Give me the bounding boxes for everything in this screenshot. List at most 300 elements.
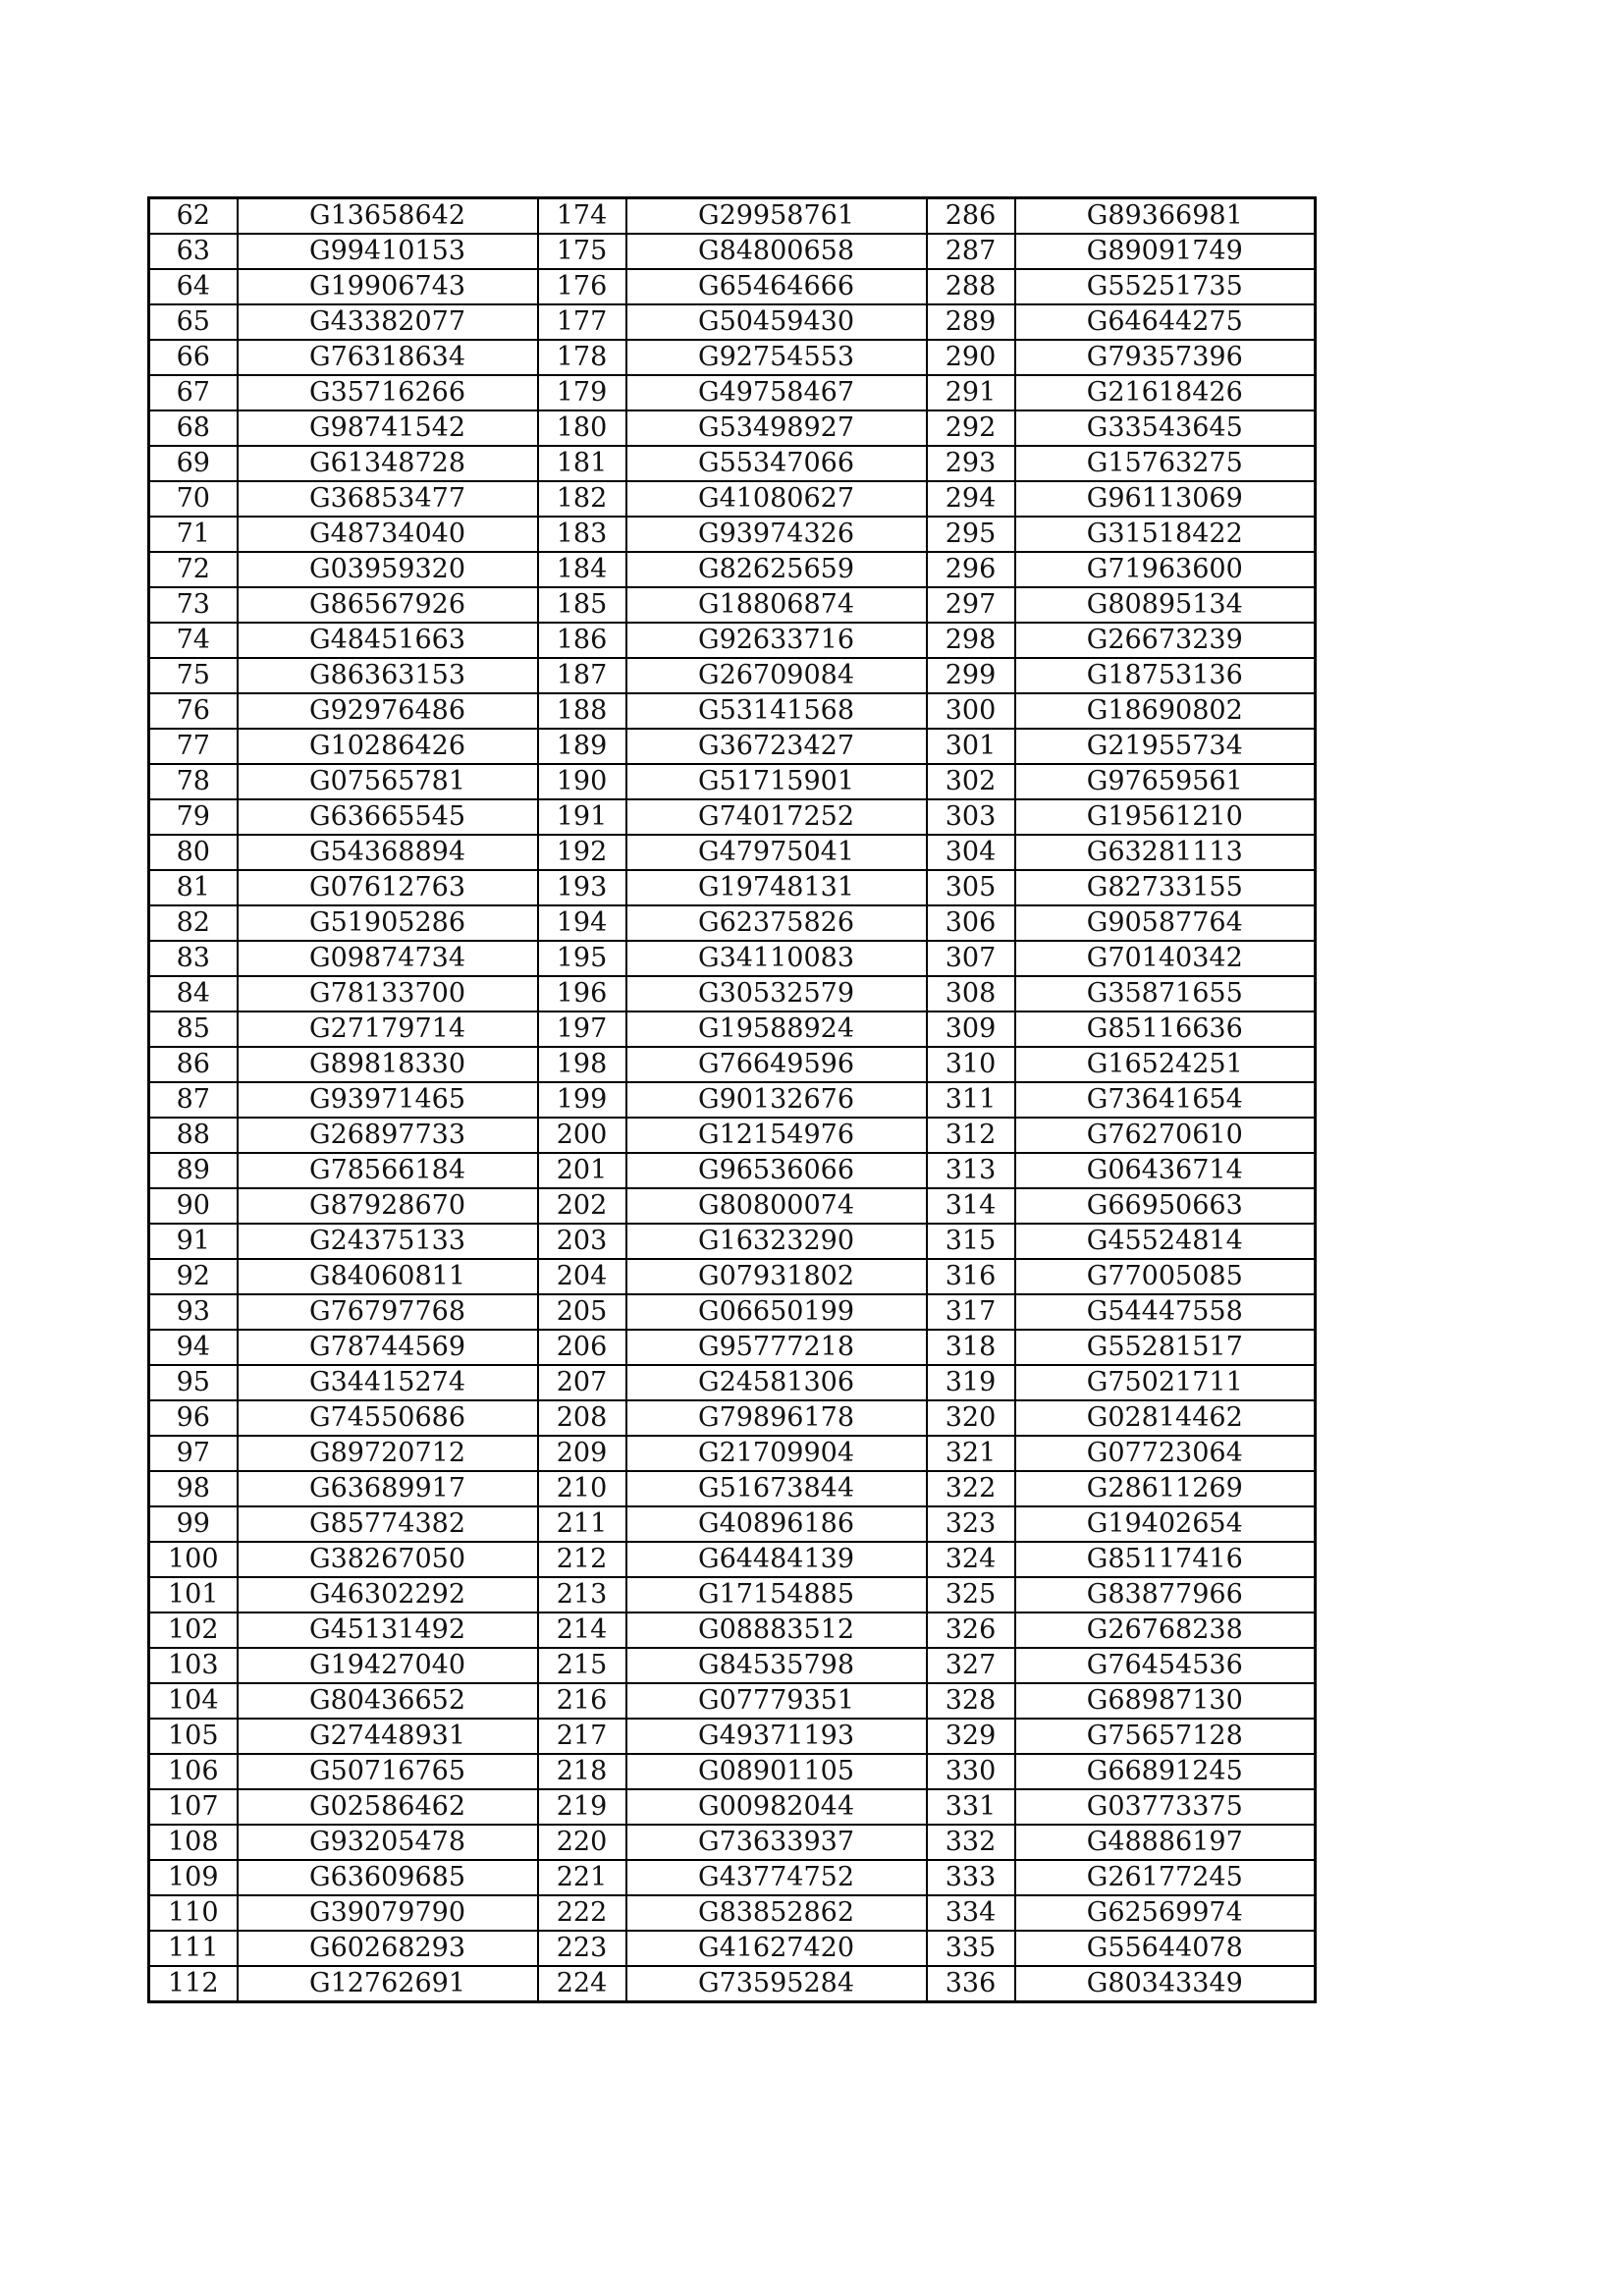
seq-number-cell: 97 (149, 1436, 238, 1471)
seq-number-cell: 211 (538, 1506, 626, 1542)
seq-number-cell: 206 (538, 1330, 626, 1365)
code-cell: G07565781 (238, 764, 538, 799)
code-cell: G96536066 (626, 1153, 927, 1188)
code-cell: G77005085 (1015, 1259, 1316, 1294)
seq-number-cell: 330 (927, 1754, 1015, 1789)
code-cell: G02814462 (1015, 1400, 1316, 1436)
code-cell: G71963600 (1015, 552, 1316, 587)
seq-number-cell: 183 (538, 517, 626, 552)
seq-number-cell: 78 (149, 764, 238, 799)
code-cell: G92976486 (238, 693, 538, 729)
code-cell: G07612763 (238, 870, 538, 905)
seq-number-cell: 216 (538, 1683, 626, 1719)
seq-number-cell: 178 (538, 340, 626, 375)
table-row (149, 1648, 1316, 1683)
code-cell: G55281517 (1015, 1330, 1316, 1365)
seq-number-cell: 180 (538, 410, 626, 446)
table-row (149, 269, 1316, 304)
seq-number-cell: 298 (927, 623, 1015, 658)
code-cell: G63609685 (238, 1860, 538, 1895)
seq-number-cell: 81 (149, 870, 238, 905)
seq-number-cell: 323 (927, 1506, 1015, 1542)
code-cell: G26768238 (1015, 1613, 1316, 1648)
seq-number-cell: 191 (538, 799, 626, 835)
code-cell: G95777218 (626, 1330, 927, 1365)
code-cell: G82625659 (626, 552, 927, 587)
seq-number-cell: 224 (538, 1966, 626, 2002)
table-row (149, 1365, 1316, 1400)
seq-number-cell: 304 (927, 835, 1015, 870)
seq-number-cell: 218 (538, 1754, 626, 1789)
code-cell: G79357396 (1015, 340, 1316, 375)
seq-number-cell: 299 (927, 658, 1015, 693)
code-cell: G92754553 (626, 340, 927, 375)
code-cell: G00982044 (626, 1789, 927, 1825)
seq-number-cell: 89 (149, 1153, 238, 1188)
code-cell: G60268293 (238, 1931, 538, 1966)
code-cell: G84060811 (238, 1259, 538, 1294)
code-cell: G89818330 (238, 1047, 538, 1082)
seq-number-cell: 72 (149, 552, 238, 587)
table-row (149, 764, 1316, 799)
code-cell: G21618426 (1015, 375, 1316, 410)
code-cell: G19748131 (626, 870, 927, 905)
seq-number-cell: 321 (927, 1436, 1015, 1471)
code-cell: G50459430 (626, 304, 927, 340)
code-cell: G85116636 (1015, 1011, 1316, 1047)
seq-number-cell: 326 (927, 1613, 1015, 1648)
code-cell: G55251735 (1015, 269, 1316, 304)
seq-number-cell: 214 (538, 1613, 626, 1648)
seq-number-cell: 215 (538, 1648, 626, 1683)
table-row (149, 1011, 1316, 1047)
code-cell: G66950663 (1015, 1188, 1316, 1224)
code-cell: G63665545 (238, 799, 538, 835)
code-cell: G79896178 (626, 1400, 927, 1436)
seq-number-cell: 190 (538, 764, 626, 799)
seq-number-cell: 196 (538, 976, 626, 1011)
code-cell: G64484139 (626, 1542, 927, 1577)
table-row (149, 1931, 1316, 1966)
code-cell: G98741542 (238, 410, 538, 446)
code-cell: G41627420 (626, 1931, 927, 1966)
seq-number-cell: 308 (927, 976, 1015, 1011)
code-cell: G43382077 (238, 304, 538, 340)
seq-number-cell: 307 (927, 941, 1015, 976)
code-cell: G16323290 (626, 1224, 927, 1259)
code-cell: G78744569 (238, 1330, 538, 1365)
seq-number-cell: 181 (538, 446, 626, 481)
table-row (149, 304, 1316, 340)
seq-number-cell: 327 (927, 1648, 1015, 1683)
seq-number-cell: 292 (927, 410, 1015, 446)
table-row (149, 1118, 1316, 1153)
seq-number-cell: 288 (927, 269, 1015, 304)
code-cell: G83877966 (1015, 1577, 1316, 1613)
seq-number-cell: 209 (538, 1436, 626, 1471)
code-cell: G62569974 (1015, 1895, 1316, 1931)
seq-number-cell: 305 (927, 870, 1015, 905)
seq-number-cell: 68 (149, 410, 238, 446)
seq-number-cell: 219 (538, 1789, 626, 1825)
code-cell: G76797768 (238, 1294, 538, 1330)
seq-number-cell: 316 (927, 1259, 1015, 1294)
table-row (149, 1825, 1316, 1860)
seq-number-cell: 182 (538, 481, 626, 517)
code-cell: G38267050 (238, 1542, 538, 1577)
table-row (149, 1188, 1316, 1224)
seq-number-cell: 90 (149, 1188, 238, 1224)
code-cell: G51905286 (238, 905, 538, 941)
seq-number-cell: 208 (538, 1400, 626, 1436)
seq-number-cell: 63 (149, 234, 238, 269)
code-cell: G29958761 (626, 198, 927, 235)
table-row (149, 1436, 1316, 1471)
code-cell: G30532579 (626, 976, 927, 1011)
code-cell: G02586462 (238, 1789, 538, 1825)
code-cell: G28611269 (1015, 1471, 1316, 1506)
seq-number-cell: 174 (538, 198, 626, 235)
code-cell: G62375826 (626, 905, 927, 941)
seq-number-cell: 290 (927, 340, 1015, 375)
seq-number-cell: 222 (538, 1895, 626, 1931)
code-cell: G07931802 (626, 1259, 927, 1294)
seq-number-cell: 108 (149, 1825, 238, 1860)
seq-number-cell: 112 (149, 1966, 238, 2002)
table-row (149, 340, 1316, 375)
seq-number-cell: 75 (149, 658, 238, 693)
seq-number-cell: 300 (927, 693, 1015, 729)
code-cell: G86363153 (238, 658, 538, 693)
seq-number-cell: 62 (149, 198, 238, 235)
code-cell: G66891245 (1015, 1754, 1316, 1789)
code-cell: G40896186 (626, 1506, 927, 1542)
code-cell: G27179714 (238, 1011, 538, 1047)
seq-number-cell: 301 (927, 729, 1015, 764)
code-cell: G19906743 (238, 269, 538, 304)
code-cell: G80436652 (238, 1683, 538, 1719)
seq-number-cell: 217 (538, 1719, 626, 1754)
seq-number-cell: 297 (927, 587, 1015, 623)
seq-number-cell: 311 (927, 1082, 1015, 1118)
table-row (149, 1577, 1316, 1613)
code-cell: G34110083 (626, 941, 927, 976)
seq-number-cell: 175 (538, 234, 626, 269)
seq-number-cell: 319 (927, 1365, 1015, 1400)
seq-number-cell: 313 (927, 1153, 1015, 1188)
code-cell: G63689917 (238, 1471, 538, 1506)
code-cell: G93974326 (626, 517, 927, 552)
seq-number-cell: 199 (538, 1082, 626, 1118)
code-cell: G93205478 (238, 1825, 538, 1860)
seq-number-cell: 302 (927, 764, 1015, 799)
code-cell: G26177245 (1015, 1860, 1316, 1895)
seq-number-cell: 84 (149, 976, 238, 1011)
code-cell: G80343349 (1015, 1966, 1316, 2002)
table-row (149, 1224, 1316, 1259)
seq-number-cell: 221 (538, 1860, 626, 1895)
seq-number-cell: 87 (149, 1082, 238, 1118)
seq-number-cell: 104 (149, 1683, 238, 1719)
code-cell: G17154885 (626, 1577, 927, 1613)
code-cell: G84800658 (626, 234, 927, 269)
code-cell: G85774382 (238, 1506, 538, 1542)
code-cell: G08901105 (626, 1754, 927, 1789)
seq-number-cell: 88 (149, 1118, 238, 1153)
table-row (149, 1719, 1316, 1754)
code-cell: G48734040 (238, 517, 538, 552)
table-row (149, 1754, 1316, 1789)
table-row (149, 375, 1316, 410)
code-cell: G36853477 (238, 481, 538, 517)
code-cell: G10286426 (238, 729, 538, 764)
seq-number-cell: 92 (149, 1259, 238, 1294)
seq-number-cell: 329 (927, 1719, 1015, 1754)
seq-number-cell: 294 (927, 481, 1015, 517)
code-cell: G68987130 (1015, 1683, 1316, 1719)
code-cell: G03773375 (1015, 1789, 1316, 1825)
table-row (149, 976, 1316, 1011)
code-cell: G48886197 (1015, 1825, 1316, 1860)
seq-number-cell: 195 (538, 941, 626, 976)
seq-number-cell: 189 (538, 729, 626, 764)
code-cell: G09874734 (238, 941, 538, 976)
seq-number-cell: 291 (927, 375, 1015, 410)
code-cell: G89091749 (1015, 234, 1316, 269)
table-row (149, 587, 1316, 623)
seq-number-cell: 179 (538, 375, 626, 410)
code-cell: G78566184 (238, 1153, 538, 1188)
seq-number-cell: 74 (149, 623, 238, 658)
code-cell: G73641654 (1015, 1082, 1316, 1118)
code-cell: G07723064 (1015, 1436, 1316, 1471)
code-cell: G45524814 (1015, 1224, 1316, 1259)
table-body (149, 198, 1316, 2002)
table-row (149, 658, 1316, 693)
code-cell: G46302292 (238, 1577, 538, 1613)
code-cell: G31518422 (1015, 517, 1316, 552)
seq-number-cell: 83 (149, 941, 238, 976)
seq-number-cell: 212 (538, 1542, 626, 1577)
code-cell: G27448931 (238, 1719, 538, 1754)
seq-number-cell: 107 (149, 1789, 238, 1825)
code-cell: G24375133 (238, 1224, 538, 1259)
seq-number-cell: 203 (538, 1224, 626, 1259)
code-cell: G18753136 (1015, 658, 1316, 693)
table-row (149, 234, 1316, 269)
code-cell: G36723427 (626, 729, 927, 764)
seq-number-cell: 207 (538, 1365, 626, 1400)
seq-number-cell: 67 (149, 375, 238, 410)
seq-number-cell: 94 (149, 1330, 238, 1365)
code-cell: G53141568 (626, 693, 927, 729)
code-cell: G19402654 (1015, 1506, 1316, 1542)
seq-number-cell: 110 (149, 1895, 238, 1931)
table-row (149, 1966, 1316, 2002)
code-cell: G90132676 (626, 1082, 927, 1118)
code-cell: G87928670 (238, 1188, 538, 1224)
seq-number-cell: 296 (927, 552, 1015, 587)
code-cell: G33543645 (1015, 410, 1316, 446)
seq-number-cell: 310 (927, 1047, 1015, 1082)
seq-number-cell: 325 (927, 1577, 1015, 1613)
code-cell: G34415274 (238, 1365, 538, 1400)
seq-number-cell: 111 (149, 1931, 238, 1966)
seq-number-cell: 303 (927, 799, 1015, 835)
seq-number-cell: 77 (149, 729, 238, 764)
seq-number-cell: 105 (149, 1719, 238, 1754)
table-row (149, 198, 1316, 235)
code-cell: G50716765 (238, 1754, 538, 1789)
seq-number-cell: 306 (927, 905, 1015, 941)
code-cell: G70140342 (1015, 941, 1316, 976)
table-row (149, 1542, 1316, 1577)
seq-number-cell: 210 (538, 1471, 626, 1506)
code-cell: G06650199 (626, 1294, 927, 1330)
table-row (149, 693, 1316, 729)
seq-number-cell: 71 (149, 517, 238, 552)
seq-number-cell: 194 (538, 905, 626, 941)
seq-number-cell: 93 (149, 1294, 238, 1330)
seq-number-cell: 314 (927, 1188, 1015, 1224)
seq-number-cell: 197 (538, 1011, 626, 1047)
seq-number-cell: 188 (538, 693, 626, 729)
code-cell: G83852862 (626, 1895, 927, 1931)
seq-number-cell: 100 (149, 1542, 238, 1577)
code-cell: G75021711 (1015, 1365, 1316, 1400)
code-cell: G54447558 (1015, 1294, 1316, 1330)
code-cell: G61348728 (238, 446, 538, 481)
code-cell: G76454536 (1015, 1648, 1316, 1683)
seq-number-cell: 293 (927, 446, 1015, 481)
code-cell: G73595284 (626, 1966, 927, 2002)
seq-number-cell: 76 (149, 693, 238, 729)
seq-number-cell: 289 (927, 304, 1015, 340)
code-cell: G76318634 (238, 340, 538, 375)
seq-number-cell: 333 (927, 1860, 1015, 1895)
seq-number-cell: 286 (927, 198, 1015, 235)
code-cell: G75657128 (1015, 1719, 1316, 1754)
code-cell: G54368894 (238, 835, 538, 870)
code-cell: G64644275 (1015, 304, 1316, 340)
code-cell: G49758467 (626, 375, 927, 410)
code-cell: G16524251 (1015, 1047, 1316, 1082)
seq-number-cell: 324 (927, 1542, 1015, 1577)
code-cell: G26897733 (238, 1118, 538, 1153)
code-cell: G76270610 (1015, 1118, 1316, 1153)
code-cell: G93971465 (238, 1082, 538, 1118)
code-cell: G26709084 (626, 658, 927, 693)
table-row (149, 1895, 1316, 1931)
seq-number-cell: 79 (149, 799, 238, 835)
table-row (149, 729, 1316, 764)
table-row (149, 835, 1316, 870)
code-cell: G21955734 (1015, 729, 1316, 764)
code-cell: G35716266 (238, 375, 538, 410)
seq-number-cell: 334 (927, 1895, 1015, 1931)
seq-number-cell: 205 (538, 1294, 626, 1330)
table-row (149, 1153, 1316, 1188)
seq-number-cell: 317 (927, 1294, 1015, 1330)
seq-number-cell: 204 (538, 1259, 626, 1294)
code-cell: G19588924 (626, 1011, 927, 1047)
code-cell: G26673239 (1015, 623, 1316, 658)
code-cell: G89366981 (1015, 198, 1316, 235)
code-cell: G97659561 (1015, 764, 1316, 799)
code-cell: G15763275 (1015, 446, 1316, 481)
seq-number-cell: 64 (149, 269, 238, 304)
code-cell: G48451663 (238, 623, 538, 658)
code-cell: G89720712 (238, 1436, 538, 1471)
code-cell: G74550686 (238, 1400, 538, 1436)
table-row (149, 481, 1316, 517)
table-row (149, 1506, 1316, 1542)
code-cell: G47975041 (626, 835, 927, 870)
code-cell: G21709904 (626, 1436, 927, 1471)
seq-number-cell: 65 (149, 304, 238, 340)
table-row (149, 1400, 1316, 1436)
code-cell: G55644078 (1015, 1931, 1316, 1966)
seq-number-cell: 309 (927, 1011, 1015, 1047)
code-cell: G96113069 (1015, 481, 1316, 517)
table-row (149, 1683, 1316, 1719)
seq-number-cell: 187 (538, 658, 626, 693)
table-row (149, 1471, 1316, 1506)
code-cell: G07779351 (626, 1683, 927, 1719)
code-cell: G08883512 (626, 1613, 927, 1648)
table-row (149, 1330, 1316, 1365)
seq-number-cell: 322 (927, 1471, 1015, 1506)
seq-number-cell: 332 (927, 1825, 1015, 1860)
code-cell: G73633937 (626, 1825, 927, 1860)
code-cell: G19561210 (1015, 799, 1316, 835)
seq-number-cell: 295 (927, 517, 1015, 552)
seq-number-cell: 73 (149, 587, 238, 623)
seq-number-cell: 82 (149, 905, 238, 941)
seq-number-cell: 200 (538, 1118, 626, 1153)
code-cell: G53498927 (626, 410, 927, 446)
table-row (149, 799, 1316, 835)
seq-number-cell: 102 (149, 1613, 238, 1648)
table-row (149, 1860, 1316, 1895)
seq-number-cell: 202 (538, 1188, 626, 1224)
data-table (147, 196, 1317, 2003)
table-row (149, 870, 1316, 905)
table-row (149, 1259, 1316, 1294)
seq-number-cell: 331 (927, 1789, 1015, 1825)
seq-number-cell: 80 (149, 835, 238, 870)
code-cell: G99410153 (238, 234, 538, 269)
seq-number-cell: 69 (149, 446, 238, 481)
seq-number-cell: 66 (149, 340, 238, 375)
seq-number-cell: 220 (538, 1825, 626, 1860)
seq-number-cell: 198 (538, 1047, 626, 1082)
table-row (149, 905, 1316, 941)
table-row (149, 623, 1316, 658)
code-cell: G86567926 (238, 587, 538, 623)
code-cell: G43774752 (626, 1860, 927, 1895)
table-row (149, 1047, 1316, 1082)
table-row (149, 1789, 1316, 1825)
code-cell: G76649596 (626, 1047, 927, 1082)
seq-number-cell: 315 (927, 1224, 1015, 1259)
code-cell: G41080627 (626, 481, 927, 517)
seq-number-cell: 223 (538, 1931, 626, 1966)
seq-number-cell: 336 (927, 1966, 1015, 2002)
code-cell: G39079790 (238, 1895, 538, 1931)
code-cell: G74017252 (626, 799, 927, 835)
code-cell: G84535798 (626, 1648, 927, 1683)
